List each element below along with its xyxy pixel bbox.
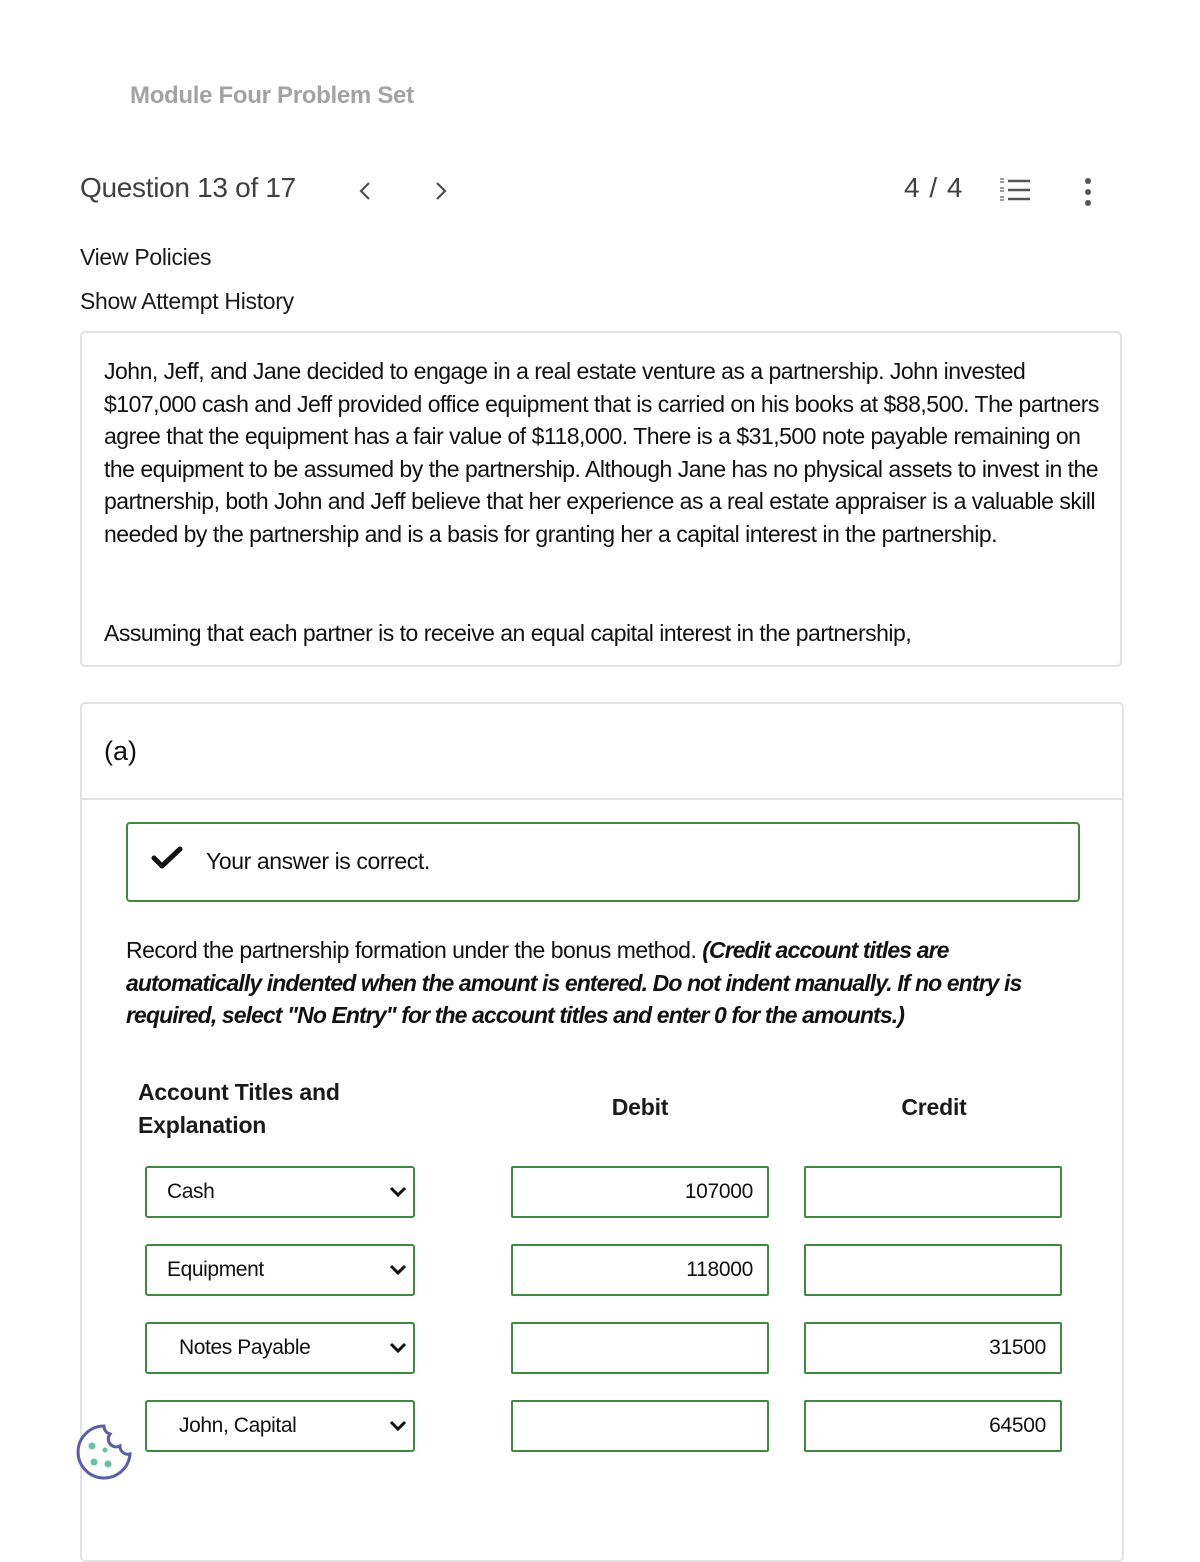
- instructions: [126, 934, 1086, 1032]
- debit-column-header: Debit: [611, 1094, 669, 1120]
- debit-input[interactable]: [511, 1166, 769, 1218]
- credit-input[interactable]: [804, 1166, 1062, 1218]
- journal-row: [82, 1322, 1122, 1374]
- part-a-panel: [80, 702, 1124, 1562]
- feedback-banner: [126, 822, 1080, 902]
- checkmark-icon: [150, 844, 184, 872]
- previous-question-button[interactable]: [352, 174, 378, 208]
- account-select-value: John, Capital: [179, 1414, 297, 1437]
- account-select-value: Equipment: [167, 1258, 264, 1281]
- instruction-main: Record the partnership formation under the bonus method.: [126, 937, 703, 963]
- chevron-down-icon: [389, 1185, 407, 1199]
- module-title: Module Four Problem Set: [130, 82, 414, 109]
- problem-text: John, Jeff, and Jane decided to engage in a real estate venture as a partnership. John invested $107,000 cash and Jeff provided office equipment that is carried on his books at $88,500. The partners agree that the equipment has a fair value of $118,000. There is a $31,500 note payable remaining on the equipment to be assumed by the partnership. Although Jane has no physical assets to invest in the partnership, both John and Jeff believe that her experience as a real estate appraiser is a valuable skill needed by the partnership and is a basis for granting her a capital interest in the partnership.: [104, 358, 1099, 547]
- account-select[interactable]: [145, 1244, 415, 1296]
- view-policies-link[interactable]: View Policies: [80, 244, 212, 270]
- cookie-icon: [72, 1420, 136, 1484]
- chevron-left-icon: [358, 180, 372, 202]
- debit-input[interactable]: [511, 1400, 769, 1452]
- chevron-down-icon: [389, 1341, 407, 1355]
- question-counter: Question 13 of 17: [80, 172, 296, 203]
- account-column-header: Account Titles and Explanation: [138, 1079, 340, 1138]
- credit-input[interactable]: [804, 1322, 1062, 1374]
- chevron-right-icon: [434, 180, 448, 202]
- account-select[interactable]: [145, 1166, 415, 1218]
- credit-input[interactable]: [804, 1400, 1062, 1452]
- more-options-button[interactable]: [1075, 174, 1101, 210]
- show-attempt-history-link[interactable]: Show Attempt History: [80, 288, 294, 314]
- part-header: [82, 704, 1122, 800]
- credit-column-header: Credit: [901, 1094, 967, 1120]
- chevron-down-icon: [389, 1419, 407, 1433]
- numbered-list-icon: [998, 176, 1034, 208]
- account-select[interactable]: [145, 1400, 415, 1452]
- problem-statement-box: [80, 331, 1122, 667]
- journal-row: [82, 1400, 1122, 1452]
- journal-row: [82, 1244, 1122, 1296]
- credit-input[interactable]: [804, 1244, 1062, 1296]
- feedback-text: Your answer is correct.: [206, 848, 430, 874]
- question-bar: [80, 168, 1120, 214]
- part-label: (a): [104, 736, 137, 766]
- problem-ask: Assuming that each partner is to receive an equal capital interest in the partnership,: [104, 620, 912, 646]
- account-select[interactable]: [145, 1322, 415, 1374]
- chevron-down-icon: [389, 1263, 407, 1277]
- vertical-ellipsis-icon: [1075, 174, 1101, 210]
- journal-row: [82, 1166, 1122, 1218]
- debit-input[interactable]: [511, 1244, 769, 1296]
- instruction-note: (Credit account titles are automatically indented when the amount is entered. Do not indent manually. If no entry is required, select "No Entry" for the account titles and enter 0 for the amounts.): [126, 937, 1022, 1028]
- score-display: 4 / 4: [904, 172, 964, 203]
- debit-input[interactable]: [511, 1322, 769, 1374]
- next-question-button[interactable]: [428, 174, 454, 208]
- account-select-value: Cash: [167, 1180, 215, 1203]
- account-select-value: Notes Payable: [179, 1336, 311, 1359]
- question-list-button[interactable]: [998, 176, 1034, 208]
- cookie-settings-button[interactable]: [72, 1420, 136, 1484]
